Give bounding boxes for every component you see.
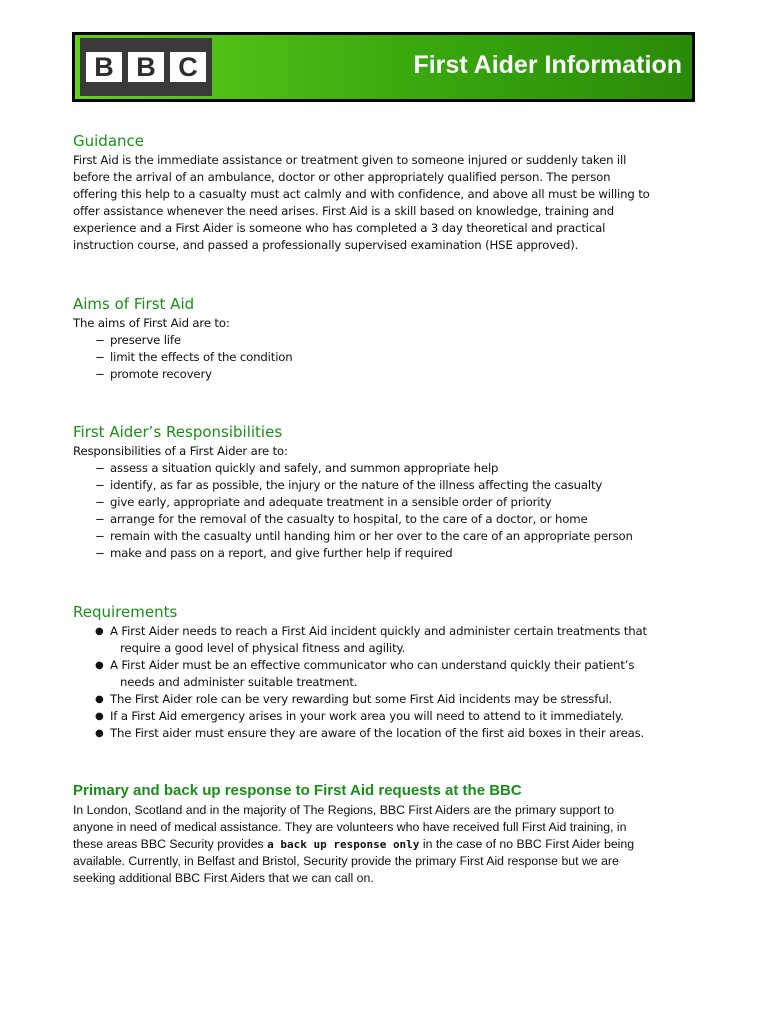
section-requirements xyxy=(73,601,647,742)
list-item-text: The First Aider role can be very rewarding but some First Aid incidents may be stressful. xyxy=(110,692,613,706)
bullet-marker: ● xyxy=(95,660,104,671)
logo-letter: B xyxy=(136,51,156,82)
section-heading: Aims of First Aid xyxy=(73,295,195,313)
list-item-text: identify, as far as possible, the injury or the nature of the illness affecting the casualty xyxy=(110,478,603,492)
dash-marker: − xyxy=(95,350,105,364)
list-item-text: limit the effects of the condition xyxy=(110,350,293,364)
dash-marker: − xyxy=(95,495,105,509)
list-item-text: assess a situation quickly and safely, and summon appropriate help xyxy=(110,461,499,475)
emphasis-text: a back up response only xyxy=(267,838,420,851)
section-responsibilities xyxy=(73,421,633,562)
list-item xyxy=(95,366,293,383)
logo-block-b1 xyxy=(86,52,122,82)
text-fragment: these areas BBC Security provides xyxy=(73,837,268,851)
text-line: The aims of First Aid are to: xyxy=(73,316,230,330)
dash-marker: − xyxy=(95,333,105,347)
list-item-text: A First Aider must be an effective communicator who can understand quickly their patient’s xyxy=(110,658,635,672)
text-line: offering this help to a casualty must act calmly and with confidence, and above all must be willing to xyxy=(73,187,650,201)
section-heading: Primary and back up response to First Aid requests at the BBC xyxy=(73,782,522,799)
list-item xyxy=(95,691,647,708)
list-item xyxy=(95,657,647,691)
section-heading: Guidance xyxy=(73,132,144,150)
section-guidance xyxy=(73,130,650,254)
list-item xyxy=(95,511,633,528)
page-title: First Aider Information xyxy=(413,51,682,79)
logo-letter: B xyxy=(94,51,114,82)
section-heading: Requirements xyxy=(73,603,178,621)
list-item-text: promote recovery xyxy=(110,367,212,381)
text-line: available. Currently, in Belfast and Bristol, Security provide the primary First Aid response but we are xyxy=(73,854,619,868)
list-item-text: The First aider must ensure they are aware of the location of the first aid boxes in their areas. xyxy=(110,726,645,740)
header-banner xyxy=(72,32,695,102)
list-item-text: A First Aider needs to reach a First Aid incident quickly and administer certain treatments that xyxy=(110,624,647,638)
guidance-paragraph xyxy=(73,152,650,254)
list-item xyxy=(95,708,647,725)
list-item-text: If a First Aid emergency arises in your work area you will need to attend to it immediately. xyxy=(110,709,624,723)
text-line xyxy=(73,836,634,853)
dash-marker: − xyxy=(95,461,105,475)
responsibilities-list xyxy=(73,460,633,562)
bullet-marker: ● xyxy=(95,694,104,705)
dash-marker: − xyxy=(95,478,105,492)
bullet-marker: ● xyxy=(95,711,104,722)
text-fragment: in the case of no BBC First Aider being xyxy=(419,837,635,851)
text-line: instruction course, and passed a professionally supervised examination (HSE approved). xyxy=(73,238,579,252)
text-line: before the arrival of an ambulance, doctor or other appropriately qualified person. The person xyxy=(73,170,611,184)
aims-intro xyxy=(73,315,293,332)
text-line: seeking additional BBC First Aiders that we can call on. xyxy=(73,871,374,885)
list-item-text: remain with the casualty until handing him or her over to the care of an appropriate person xyxy=(110,529,633,543)
dash-marker: − xyxy=(95,367,105,381)
list-item-text: arrange for the removal of the casualty to hospital, to the care of a doctor, or home xyxy=(110,512,588,526)
list-item-text: require a good level of physical fitness and agility. xyxy=(120,641,406,655)
text-line: Responsibilities of a First Aider are to: xyxy=(73,444,288,458)
primary-paragraph xyxy=(73,802,634,887)
list-item xyxy=(95,460,633,477)
list-item-text: make and pass on a report, and give further help if required xyxy=(110,546,453,560)
logo-letter: C xyxy=(178,51,198,82)
text-line: anyone in need of medical assistance. They are volunteers who have received full First Aid training, in xyxy=(73,820,627,834)
list-item xyxy=(95,494,633,511)
responsibilities-intro xyxy=(73,443,633,460)
section-heading: First Aider’s Responsibilities xyxy=(73,423,283,441)
list-item xyxy=(95,528,633,545)
list-item xyxy=(95,477,633,494)
list-item xyxy=(95,332,293,349)
text-line: First Aid is the immediate assistance or treatment given to someone injured or suddenly taken ill xyxy=(73,153,627,167)
dash-marker: − xyxy=(95,512,105,526)
text-line: offer assistance whenever the need arises. First Aid is a skill based on knowledge, training and xyxy=(73,204,615,218)
aims-list xyxy=(73,332,293,383)
logo-block-b2 xyxy=(128,52,164,82)
bbc-logo xyxy=(80,38,212,96)
dash-marker: − xyxy=(95,529,105,543)
bullet-marker: ● xyxy=(95,728,104,739)
logo-block-c xyxy=(170,52,206,82)
text-line: experience and a First Aider is someone who has completed a 3 day theoretical and practical xyxy=(73,221,606,235)
section-aims xyxy=(73,293,293,383)
list-item-text: needs and administer suitable treatment. xyxy=(120,675,358,689)
text-line: In London, Scotland and in the majority of The Regions, BBC First Aiders are the primary support to xyxy=(73,803,615,817)
list-item xyxy=(95,349,293,366)
requirements-list xyxy=(73,623,647,742)
list-item-text: preserve life xyxy=(110,333,181,347)
bullet-marker: ● xyxy=(95,626,104,637)
list-item xyxy=(95,623,647,657)
list-item-text: give early, appropriate and adequate treatment in a sensible order of priority xyxy=(110,495,552,509)
dash-marker: − xyxy=(95,546,105,560)
list-item xyxy=(95,545,633,562)
list-item xyxy=(95,725,647,742)
section-primary-response xyxy=(73,780,634,887)
